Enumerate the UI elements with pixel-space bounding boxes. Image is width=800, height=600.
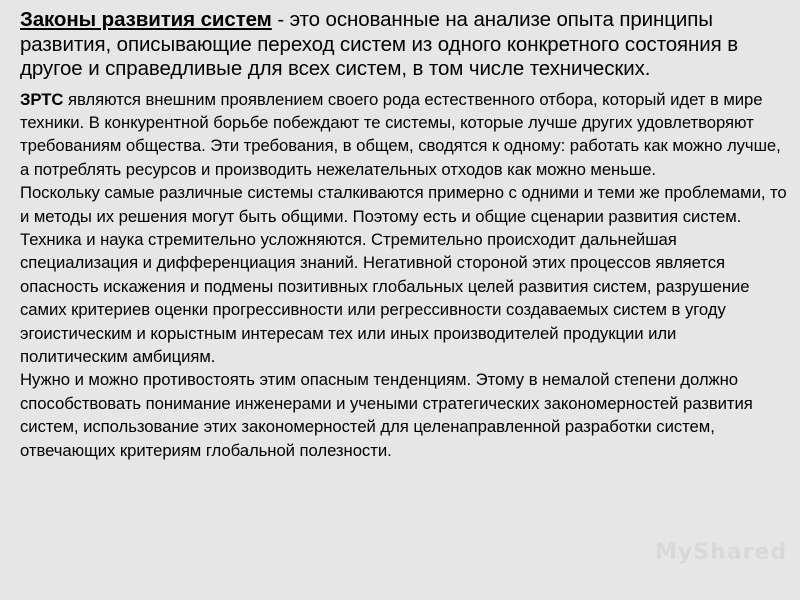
paragraph-complexity: Техника и наука стремительно усложняются. Стремительно происходит дальнейшая специализация и дифференциация знаний. Негативной стороной этих процессов является опасность искажения и подмены позитивных глобальных целей развития систем, разрушение самих критериев оценки прогрессивности или регрессивности создаваемых систем в угоду эгоистическим и корыстным интересам тех или иных производителей продукции или политическим амбициям. bbox=[20, 229, 750, 366]
defined-term: Законы развития систем bbox=[20, 8, 272, 31]
watermark-logo: MyShared bbox=[655, 540, 788, 565]
paragraph-zrts bbox=[20, 88, 788, 182]
intro-paragraph bbox=[20, 8, 788, 82]
paragraph-counteraction: Нужно и можно противостоять этим опасным тенденциям. Этому в немалой степени должно способствовать понимание инженерами и учеными стратегических закономерностей развития систем, использование этих закономерностей для целенаправленной разработки систем, отвечающих критериям глобальной полезности. bbox=[20, 370, 753, 460]
intro-text: - это основанные на анализе опыта принципы развития, описывающие переход систем из одного конкретного состояния в другое и справедливые для всех систем, в том числе технических. bbox=[20, 8, 739, 80]
abbreviation-zrts: ЗРТС bbox=[20, 89, 64, 109]
slide-content bbox=[20, 8, 788, 462]
paragraph-common-scenarios: Поскольку самые различные системы сталкиваются примерно с одними и теми же проблемами, то и методы их решения могут быть общими. Поэтому есть и общие сценарии развития систем. bbox=[20, 183, 787, 226]
paragraph-text: являются внешним проявлением своего рода естественного отбора, который идет в мире техники. В конкурентной борьбе побеждают те системы, которые лучше других удовлетворяют требованиям общества. Эти требования, в общем, сводятся к одному: работать как можно лучше, а потреблять ресурсов и производить нежелательных отходов как можно меньше. bbox=[20, 89, 781, 179]
